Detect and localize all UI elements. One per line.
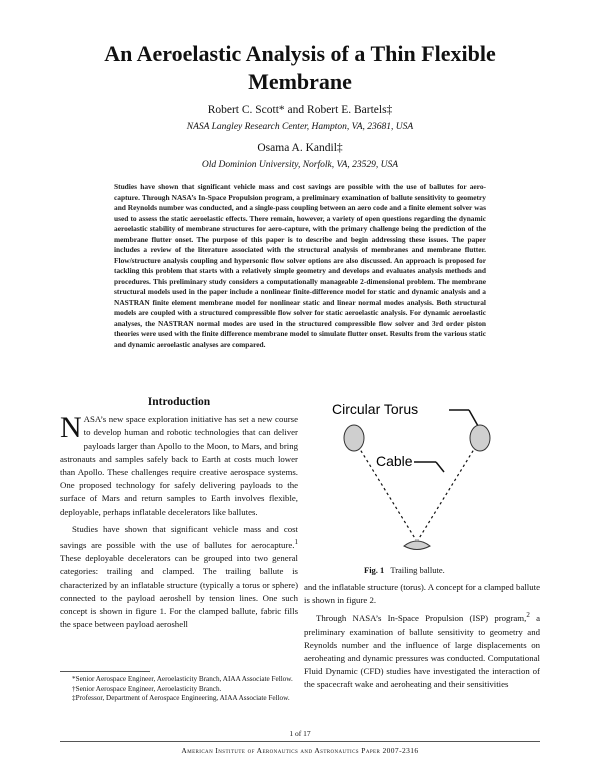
torus-section-left	[344, 425, 364, 451]
label-circular-torus: Circular Torus	[332, 401, 419, 417]
torus-leader-line-tail	[469, 410, 478, 426]
torus-section-right	[470, 425, 490, 451]
paper-title: An Aeroelastic Analysis of a Thin Flexible Membrane	[104, 41, 496, 94]
footnote-rule	[60, 671, 150, 672]
footnote-1: *Senior Aerospace Engineer, Aeroelasticity Branch, AIAA Associate Fellow.	[72, 675, 293, 683]
section-heading-introduction: Introduction	[147, 396, 211, 408]
left-column	[60, 396, 298, 631]
figure-1-number: Fig. 1	[364, 565, 385, 575]
abstract: Studies have shown that significant vehicle mass and cost savings are possible with the use of ballutes for aero-capture. Through NASA’s In-Space Propulsion program, a preliminary examination of ballute sensitivity to geometry and Reynolds number was conducted, and a single-pass coupling between an aero code and a finite element solver was used to assess the static aeroelastic effects. There remain, however, a variety of open questions regarding the dynamic aeroelastic stability of membrane structures for aero-capture, with the primary challenge being the prediction of the membrane flutter onset. The purpose of this paper is to describe and begin addressing these issues. The paper includes a review of the literature associated with the structural analysis of membranes and membrane flutter. Flow/structure analysis coupling and hypersonic flow solver options are also discussed. An approach is proposed for tackling this problem that starts with a relatively simple geometry and develops and evaluates analysis methods and procedures. This preliminary study considers a computationally manageable 2-dimensional problem. The membrane structural models used in the paper include a nonlinear finite-difference model for static and dynamic analysis and a NASTRAN finite element membrane model for nonlinear static and linear normal modes analysis. Both structural models are coupled with a structured compressible flow solver for static aeroelastic analysis. For dynamic aeroelastic analyses, the NASTRAN normal modes are used in the structured compressible flow solver and 3rd order piston theories were used with the finite difference membrane model to simulate flutter onset. Results from the various static and dynamic aeroelastic analyses are compared.	[114, 182, 486, 349]
affiliation-1: NASA Langley Research Center, Hampton, VA, 23681, USA	[186, 122, 414, 132]
footnote-2: †Senior Aerospace Engineer, Aeroelasticity Branch.	[72, 684, 222, 693]
page-footer: American Institute of Aeronautics and Astronautics Paper 2007-2316	[181, 746, 419, 755]
footnote-3: ‡Professor, Department of Aerospace Engineering, AIAA Associate Fellow.	[72, 694, 290, 702]
right-paragraph-2: Through NASA’s In-Space Propulsion (ISP) program,$^2$ a preliminary examination of ballute sensitivity to geometry and Reynolds number and the influence of large displacements on aeroheating and dynamic pressures was conducted. Computational Fluid Dynamic (CFD) studies have investigated the interaction of the spacecraft wake and aeroheating and their sensitivities	[304, 611, 540, 690]
intro-paragraph-2: Studies have shown that significant vehicle mass and cost savings are possible with the use of ballutes for aerocapture.$^1$ These deployable decelerators can be grouped into two general categories: trailing and clamped. The trailing ballute is characterized by an inflatable structure (typically a torus or sphere) connected to the payload aeroshell by tension lines. One such concept is shown in figure 1. For the clamped ballute, fabric fills the space between payload aeroshell	[60, 523, 298, 630]
page-number: 1 of 17	[289, 729, 311, 738]
drop-cap: N	[60, 411, 82, 445]
figure-1-trailing-ballute	[304, 400, 540, 560]
cable-leader-line-tail	[436, 462, 444, 472]
cable-line-right	[418, 446, 476, 540]
footer-rule	[60, 741, 540, 742]
intro-paragraph-1: NASA’s new space exploration initiative has set a new course to develop human and robotic technologies that can deliver payloads larger than Apollo to the Moon, to Mars, and bring astronauts and samples safely back to Earth at costs much lower than Apollo. These challenges require creative aerospace systems. One proposed technology for safely delivering payloads to the surface of Mars and return samples to Earth involves flexible, deployable, perhaps inflatable decelerators like ballutes.	[60, 411, 298, 517]
figure-1-caption	[364, 565, 445, 575]
citation-ref-2: 2	[526, 611, 530, 620]
citation-ref-1: 1	[294, 538, 298, 547]
right-column	[304, 581, 540, 692]
authors-line-1: Robert C. Scott* and Robert E. Bartels‡	[207, 104, 393, 116]
right-paragraph-1: and the inflatable structure (torus). A concept for a clamped ballute is shown in figure 2.	[304, 582, 540, 606]
figure-1-caption-text: Trailing ballute.	[390, 565, 445, 575]
authors-line-2: Osama A. Kandil‡	[257, 142, 343, 154]
affiliation-2: Old Dominion University, Norfolk, VA, 23529, USA	[201, 160, 399, 170]
label-cable: Cable	[376, 453, 413, 469]
payload-aeroshell	[404, 541, 430, 550]
footnotes	[60, 675, 298, 704]
